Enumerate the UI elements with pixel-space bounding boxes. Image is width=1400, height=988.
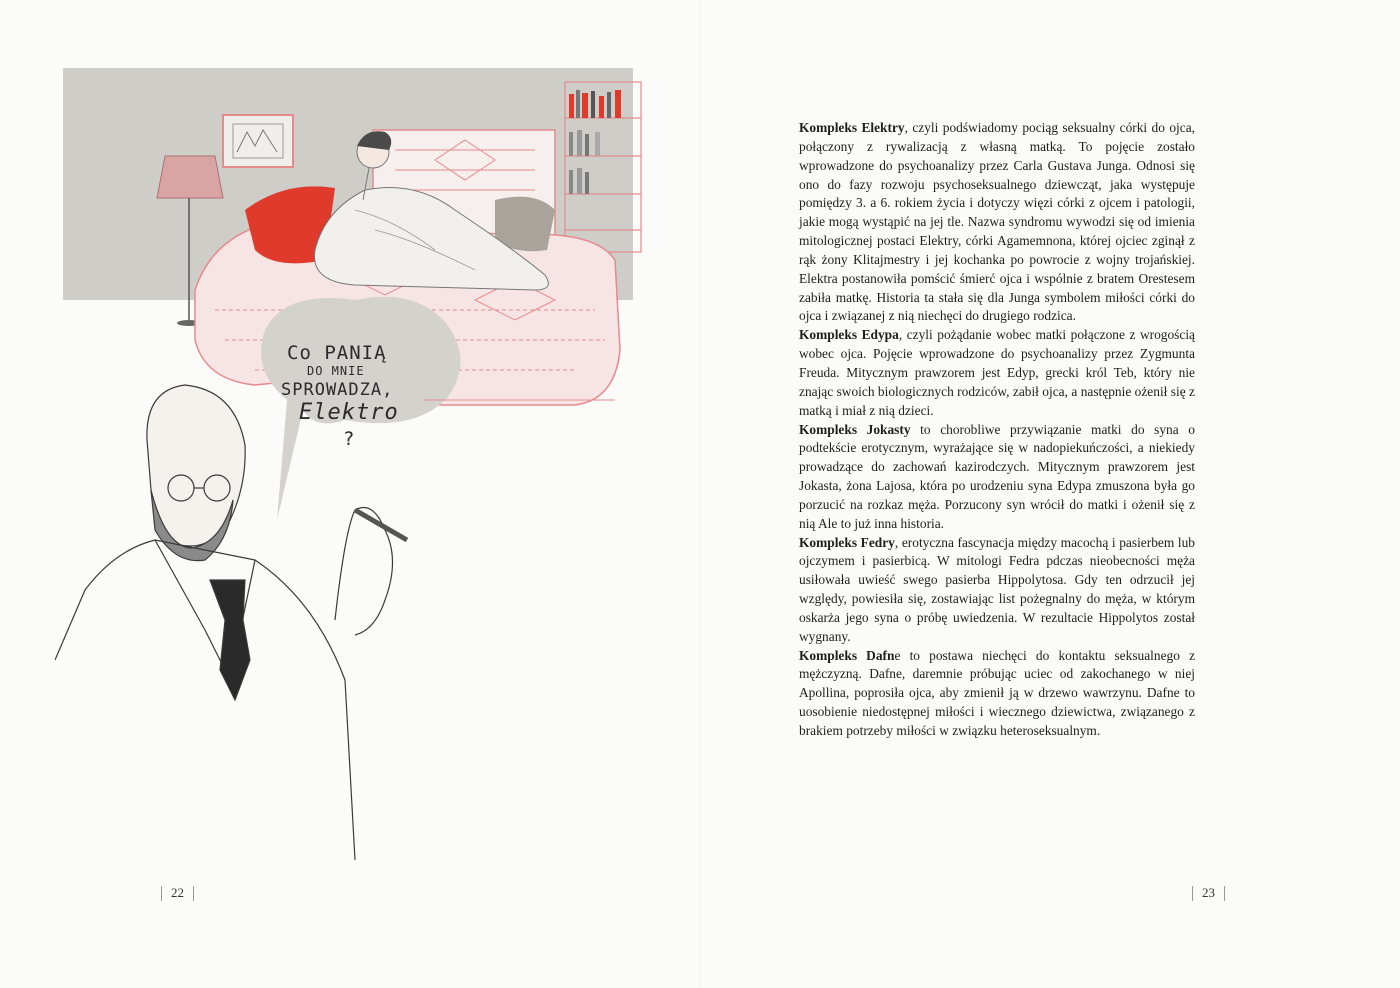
term-dafne: Kompleks Dafn: [799, 647, 895, 663]
illustration-drawing: [55, 60, 675, 860]
page-number-right: [1192, 885, 1225, 901]
body-dafne: e to postawa niechęci do kontaktu seksualnego z mężczyzną. Dafne, daremnie próbując uciec od zakochanego w niej Apollina, poprosiła ojca, aby zmienił ją w drzewo wawrzynu. Dafne to uosobienie niedostępnej miłości i wiecznego dziewictwa, związanego z brakiem potrzeby miłości w związku heteroseksualnym.: [799, 647, 1196, 738]
framed-picture: [223, 115, 293, 167]
grey-pillow: [495, 197, 555, 252]
folio-divider: [161, 886, 162, 901]
body-jokasty: to chorobliwe przywiązanie matki do syna o podtekście erotycznym, wyrażające się w nadopiekuńczości, a niekiedy prowadzące do zachowań kazirodczych. Mitycznym prawzorem jest Jokasta, żona Lajosa, która po urodzeniu syna Edypa zmuszona była go porzucić na rozkaz męża. Porzucony syn wrócił do matki i ożenił się z nią Ale to już inna historia.: [799, 421, 1195, 531]
page-gutter: [699, 0, 701, 988]
body-text: [799, 119, 1195, 741]
speech-line-4: Elektro: [299, 400, 399, 425]
page-number-left: [161, 885, 194, 901]
speech-line-5: ?: [343, 428, 356, 450]
folio-divider: [1192, 886, 1193, 901]
term-elektra: Kompleks Elektry: [799, 120, 905, 135]
illustration: [55, 60, 675, 860]
term-fedry: Kompleks Fedry: [799, 534, 895, 550]
paragraph-fedry: [799, 534, 1195, 647]
paragraph-elektra: [799, 119, 1195, 326]
folio-divider: [193, 886, 194, 901]
body-edypa: , czyli pożądanie wobec matki połączone z wrogością wobec ojca. Pojęcie wprowadzone do psychoanalizy przez Zygmunta Freuda. Mitycznym prawzorem jest Edyp, grecki król Teb, który nie znając swoich biologicznych rodziców, zabił ojca, a następnie ożenił się z matką i miał z nią dzieci.: [799, 327, 1195, 418]
paragraph-jokasty: [799, 421, 1195, 534]
term-edypa: Kompleks Edypa: [799, 327, 899, 343]
body-elektra: , czyli podświadomy pociąg seksualny córki do ojca, połączony z rywalizacją z własną matką. To pojęcie zostało wprowadzone do psychoanalizy przez Carla Gustava Junga. Odnosi się ono do fazy rozwoju psychoseksualnego dziewcząt, jaka występuje pomiędzy 3. a 6. rokiem życia i dotyczy więzi córki z ojcem i patologii, jakie mogą wystąpić na jej tle. Nazwa syndromu wywodzi się od imienia mitologicznej postaci Elektry, córki Agamemnona, której ojciec zginął z rąk żony Klitajmestry i jej kochanka po powrocie z wojny trojańskiej. Elektra postanowiła pomścić śmierć ojca i wspólnie z bratem Orestesem zabiła matkę. Historia ta stała się dla Junga symbolem miłości córki do ojca i związanej z nią niechęci do drugiego rodzica.: [799, 120, 1195, 324]
paragraph-edypa: [799, 326, 1195, 420]
body-fedry: , erotyczna fascynacja między macochą i pasierbem lub ojczymem i pasierbicą. W mitologi Fedra pdczas nieobecności męża usiłowała uwieść swego pasierba Hippolytosa. Gdy ten odrzucił jej względy, powiesiła się, zostawiając list pożegnalny do męża, w którym oskarża jego syna o próbę uwiedzenia. W rezultacie Hippolytos został wygnany.: [799, 534, 1196, 644]
speech-line-2: DO MNIE: [307, 364, 365, 378]
term-jokasty: Kompleks Jokasty: [799, 421, 911, 437]
man-figure: [55, 385, 407, 860]
page-number-right-value: 23: [1202, 885, 1215, 900]
page-number-left-value: 22: [171, 885, 184, 900]
speech-line-1: Co PANIĄ: [287, 342, 387, 364]
paragraph-dafne: [799, 647, 1195, 741]
folio-divider: [1224, 886, 1225, 901]
speech-line-3: SPROWADZA,: [281, 380, 394, 400]
